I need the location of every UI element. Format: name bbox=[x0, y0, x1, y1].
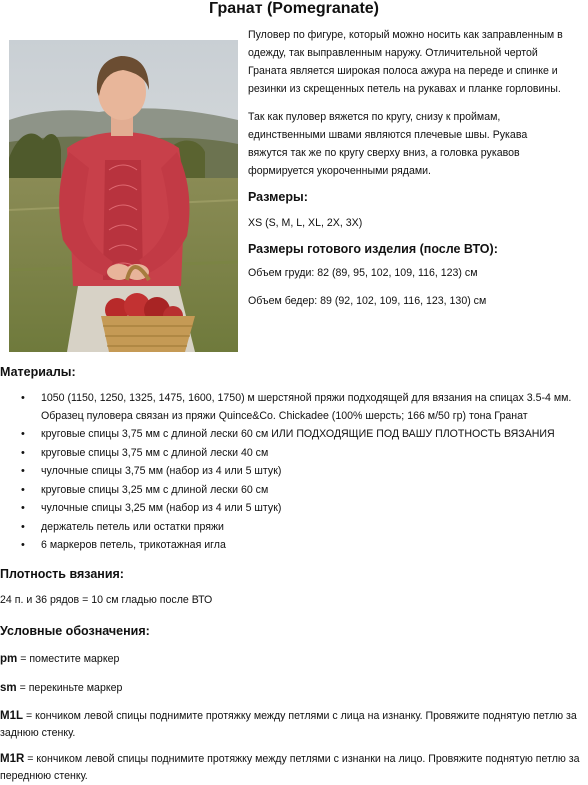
gauge-heading: Плотность вязания: bbox=[0, 567, 124, 581]
model-photo bbox=[9, 40, 238, 352]
abbr-term: pm bbox=[0, 653, 18, 665]
abbr-m1r bbox=[0, 751, 588, 785]
construction-line: вяжутся так же по кругу сверху вниз, а головка рукавов bbox=[248, 147, 520, 159]
gauge-text: 24 п. и 36 рядов = 10 см гладью после ВТО bbox=[0, 594, 213, 606]
abbr-pm bbox=[0, 651, 588, 668]
abbr-term: M1L bbox=[0, 710, 23, 722]
abbr-definition: = поместите маркер bbox=[17, 653, 120, 665]
materials-item: • круговые спицы 3,75 мм с длиной лески 40 см bbox=[0, 445, 584, 463]
construction-line: Так как пуловер вяжется по кругу, снизу к проймам, bbox=[248, 111, 501, 123]
abbr-sm bbox=[0, 680, 588, 697]
abbreviations-heading: Условные обозначения: bbox=[0, 624, 150, 638]
materials-item: • круговые спицы 3,75 мм с длиной лески 60 см ИЛИ ПОДХОДЯЩИЕ ПОД ВАШУ ПЛОТНОСТЬ ВЯЗАНИЯ bbox=[0, 426, 584, 444]
finished-sizes-heading: Размеры готового изделия (после ВТО): bbox=[248, 242, 498, 256]
materials-item: • круговые спицы 3,25 мм с длиной лески 60 см bbox=[0, 482, 584, 500]
intro-line: резинки из скрещенных петель на рукавах и планке горловины. bbox=[248, 83, 561, 95]
hips-measurement: Объем бедер: 89 (92, 102, 109, 116, 123, 130) см bbox=[248, 295, 487, 307]
gauge-section bbox=[0, 566, 588, 609]
intro-block bbox=[248, 26, 588, 310]
abbr-definition: = кончиком левой спицы поднимите протяжку между петлями с лица на изнанку. Провяжите поднятую петлю за заднюю стенку. bbox=[0, 710, 577, 739]
construction-line: формируется укороченными рядами. bbox=[248, 165, 431, 177]
construction-line: единственными швами являются плечевые швы. Рукава bbox=[248, 129, 528, 141]
abbr-m1l bbox=[0, 708, 588, 742]
materials-item: • держатель петель или остатки пряжи bbox=[0, 519, 584, 537]
materials-item: • 6 маркеров петель, трикотажная игла bbox=[0, 537, 584, 555]
chest-measurement: Объем груди: 82 (89, 95, 102, 109, 116, 123) см bbox=[248, 267, 478, 279]
intro-line: Пуловер по фигуре, который можно носить как заправленным в bbox=[248, 29, 563, 41]
sizes-heading: Размеры: bbox=[248, 190, 308, 204]
materials-section bbox=[0, 364, 588, 556]
page-title: Гранат (Pomegranate) bbox=[209, 0, 379, 17]
materials-heading: Материалы: bbox=[0, 365, 76, 379]
abbr-term: sm bbox=[0, 682, 17, 694]
intro-line: одежду, так выправленным наружу. Отличительной чертой bbox=[248, 47, 538, 59]
woman-in-red-sweater-image bbox=[9, 40, 238, 352]
intro-line: Граната является широкая полоса ажура на переде и спинке и bbox=[248, 65, 558, 77]
materials-item: • чулочные спицы 3,75 мм (набор из 4 или 5 штук) bbox=[0, 463, 584, 481]
materials-list bbox=[0, 390, 588, 555]
abbr-definition: = перекиньте маркер bbox=[16, 682, 123, 694]
abbreviations-section bbox=[0, 623, 588, 785]
sizes-list: XS (S, M, L, XL, 2X, 3X) bbox=[248, 217, 363, 229]
materials-item: • 1050 (1150, 1250, 1325, 1475, 1600, 1750) м шерстяной пряжи подходящей для вязания на спицах 3.5-4 мм. Образец пуловера связан из пряжи Quince&Co. Chickadee (100% шерсть; 166 м/50 гр) тона Гранат bbox=[0, 390, 584, 425]
abbr-term: M1R bbox=[0, 753, 25, 765]
abbr-definition: = кончиком левой спицы поднимите протяжку между петлями с изнанки на лицо. Провяжите поднятую петлю за переднюю стенку. bbox=[0, 753, 580, 782]
materials-item: • чулочные спицы 3,25 мм (набор из 4 или 5 штук) bbox=[0, 500, 584, 518]
